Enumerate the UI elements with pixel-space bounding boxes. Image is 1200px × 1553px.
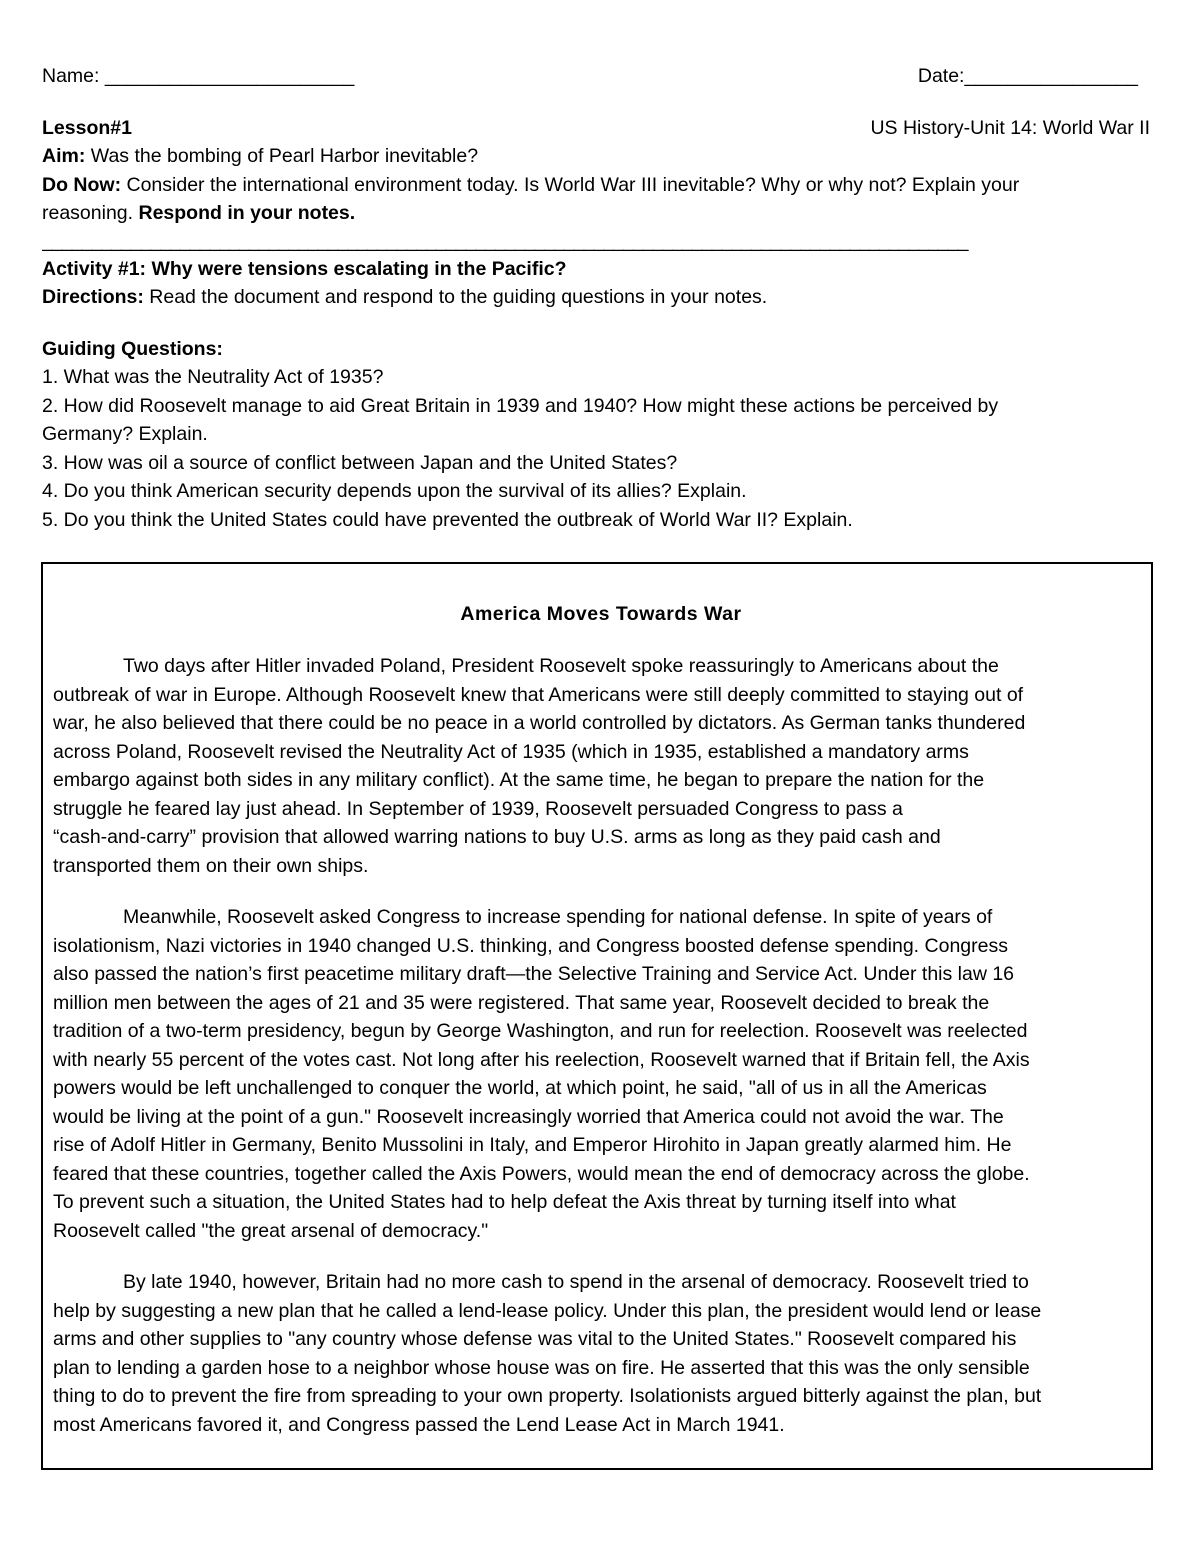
- do-now-label: Do Now:: [42, 173, 122, 196]
- p2-line: isolationism, Nazi victories in 1940 changed U.S. thinking, and Congress boosted defense spending. Congress: [53, 934, 1008, 957]
- p3-line: help by suggesting a new plan that he called a lend-lease policy. Under this plan, the president would lend or lease: [53, 1299, 1042, 1322]
- p3-line: thing to do to prevent the fire from spreading to your own property. Isolationists argued bitterly against the plan, but: [53, 1385, 1042, 1407]
- guiding-question-5: 5. Do you think the United States could have prevented the outbreak of World War II? Explain.: [42, 508, 853, 531]
- p1-line: “cash-and-carry” provision that allowed warring nations to buy U.S. arms as long as they paid cash and: [53, 826, 941, 848]
- directions-label: Directions:: [42, 286, 144, 308]
- date-field: Date:________________: [917, 65, 1138, 87]
- p3-line: arms and other supplies to "any country whose defense was vital to the United States." Roosevelt compared his: [53, 1328, 1017, 1350]
- p2-line: To prevent such a situation, the United States had to help defeat the Axis threat by turning itself into what: [53, 1191, 956, 1213]
- worksheet-header: [42, 62, 1150, 534]
- p3-line: plan to lending a garden hose to a neighbor whose house was on fire. He asserted that this was the only sensible: [53, 1356, 1030, 1379]
- p1-line: Two days after Hitler invaded Poland, President Roosevelt spoke reassuringly to Americans about the: [123, 655, 999, 677]
- p3-line: By late 1940, however, Britain had no more cash to spend in the arsenal of democracy. Roosevelt tried to: [123, 1271, 1029, 1293]
- p2-line: feared that these countries, together called the Axis Powers, would mean the end of democracy across the globe.: [53, 1162, 1030, 1185]
- name-field: Name: _______________________: [42, 65, 355, 87]
- p2-line: would be living at the point of a gun." Roosevelt increasingly worried that America could not avoid the war. The: [53, 1105, 1004, 1128]
- guiding-question-2-cont: Germany? Explain.: [42, 423, 208, 445]
- p2-line: million men between the ages of 21 and 35 were registered. That same year, Roosevelt decided to break the: [53, 991, 990, 1014]
- p2-line: rise of Adolf Hitler in Germany, Benito Mussolini in Italy, and Emperor Hirohito in Japan greatly alarmed him. He: [53, 1134, 1012, 1156]
- guiding-questions-title: [42, 335, 1146, 364]
- activity-title-text: Activity #1: Why were tensions escalating in the Pacific?: [42, 257, 567, 280]
- guiding-question-3: 3. How was oil a source of conflict between Japan and the United States?: [42, 451, 678, 474]
- p2-line: tradition of a two-term presidency, begun by George Washington, and run for reelection. Roosevelt was reelected: [53, 1020, 1028, 1042]
- reading-box: [41, 562, 1153, 1470]
- p2-line: also passed the nation’s first peacetime military draft—the Selective Training and Service Act. Under this law 16: [53, 963, 1015, 985]
- p2-line: Meanwhile, Roosevelt asked Congress to increase spending for national defense. In spite of years of: [123, 906, 993, 928]
- do-now-text-2: reasoning.: [42, 202, 139, 224]
- aim-line: [42, 142, 1146, 171]
- reading-title: America Moves Towards War: [460, 603, 742, 625]
- p1-line: embargo against both sides in any military conflict). At the same time, he began to prepare the nation for the: [53, 769, 985, 791]
- p1-line: across Poland, Roosevelt revised the Neutrality Act of 1935 (which in 1935, established a mandatory arms: [53, 740, 969, 763]
- do-now-text: Consider the international environment today. Is World War III inevitable? Why or why not? Explain your: [121, 173, 1020, 196]
- reading-content: [53, 600, 1149, 1439]
- p2-line: powers would be left unchallenged to conquer the world, at which point, he said, "all of us in all the Americas: [53, 1077, 987, 1099]
- reading-paragraph-2: [53, 903, 1149, 1245]
- reading-paragraph-3: [53, 1268, 1149, 1439]
- unit-title: US History-Unit 14: World War II: [870, 116, 1150, 139]
- do-now-line-1: [42, 171, 1146, 200]
- lesson-number: Lesson#1: [42, 116, 132, 139]
- do-now-instruction: Respond in your notes.: [138, 202, 356, 224]
- guiding-questions-list: [42, 363, 1146, 534]
- divider-rule: ______________________________________________________________________________________________: [42, 229, 968, 252]
- guiding-questions-title-text: Guiding Questions:: [42, 337, 223, 360]
- p1-line: struggle he feared lay just ahead. In September of 1939, Roosevelt persuaded Congress to pass a: [53, 797, 903, 820]
- directions-text: Read the document and respond to the guiding questions in your notes.: [143, 286, 768, 308]
- p3-line: most Americans favored it, and Congress passed the Lend Lease Act in March 1941.: [53, 1413, 785, 1436]
- guiding-question-4: 4. Do you think American security depends upon the survival of its allies? Explain.: [42, 480, 747, 502]
- do-now-line-2: [42, 199, 1146, 228]
- reading-paragraph-1: [53, 652, 1149, 880]
- guiding-question-2: 2. How did Roosevelt manage to aid Great Britain in 1939 and 1940? How might these actions be perceived by: [42, 394, 999, 417]
- p2-line: with nearly 55 percent of the votes cast. Not long after his reelection, Roosevelt warned that if Britain fell, the Axis: [53, 1048, 1030, 1071]
- activity-title: [42, 255, 1146, 284]
- p2-line: Roosevelt called "the great arsenal of democracy.": [53, 1219, 489, 1242]
- directions-line: [42, 283, 1146, 312]
- lesson-row: [42, 114, 1150, 143]
- p1-line: transported them on their own ships.: [53, 854, 369, 877]
- p1-line: war, he also believed that there could be no peace in a world controlled by dictators. As German tanks thundered: [53, 712, 1026, 734]
- aim-text: Was the bombing of Pearl Harbor inevitable?: [85, 145, 479, 167]
- aim-label: Aim:: [42, 145, 86, 167]
- name-date-row: [42, 62, 1146, 91]
- guiding-question-1: 1. What was the Neutrality Act of 1935?: [42, 366, 384, 388]
- p1-line: outbreak of war in Europe. Although Roosevelt knew that Americans were still deeply committed to staying out of: [53, 683, 1024, 706]
